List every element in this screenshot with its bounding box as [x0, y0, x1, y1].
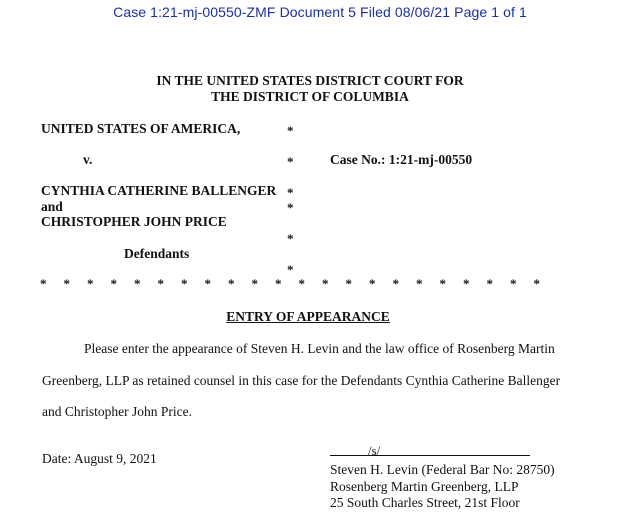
- caption-star: *: [287, 123, 294, 138]
- divider-star: *: [134, 276, 141, 291]
- caption-star: *: [287, 200, 294, 215]
- divider-star: *: [204, 276, 211, 291]
- divider-star: *: [228, 276, 235, 291]
- caption-star: *: [287, 231, 294, 246]
- divider-star: *: [392, 276, 399, 291]
- document-title: ENTRY OF APPEARANCE: [226, 309, 390, 324]
- divider-star: *: [275, 276, 282, 291]
- divider-star: *: [369, 276, 376, 291]
- divider-star: *: [533, 276, 540, 291]
- defendant-1-name: CYNTHIA CATHERINE BALLENGER: [41, 183, 277, 198]
- signature-line: [330, 455, 530, 456]
- divider-star: *: [416, 276, 423, 291]
- divider-star: *: [322, 276, 329, 291]
- caption-star: *: [287, 154, 294, 169]
- court-name-line2: THE DISTRICT OF COLUMBIA: [211, 89, 409, 104]
- divider-star: *: [298, 276, 305, 291]
- caption-star-divider: [40, 276, 540, 292]
- body-paragraph-line3: and Christopher John Price.: [42, 404, 192, 419]
- divider-star: *: [251, 276, 258, 291]
- divider-star: *: [87, 276, 94, 291]
- caption-star: *: [287, 262, 294, 277]
- divider-star: *: [40, 276, 47, 291]
- divider-star: *: [486, 276, 493, 291]
- case-header-stamp: Case 1:21-mj-00550-ZMF Document 5 Filed 08/06/21 Page 1 of 1: [113, 4, 527, 20]
- versus-label: v.: [83, 152, 93, 167]
- plaintiff-name: UNITED STATES OF AMERICA,: [41, 121, 241, 136]
- law-firm-name: Rosenberg Martin Greenberg, LLP: [330, 479, 519, 494]
- defendant-2-name: CHRISTOPHER JOHN PRICE: [41, 214, 227, 229]
- and-label: and: [41, 199, 63, 214]
- divider-star: *: [510, 276, 517, 291]
- signature-mark: /s/: [368, 443, 381, 458]
- body-paragraph-line2: Greenberg, LLP as retained counsel in this case for the Defendants Cynthia Catherine Ballenger: [42, 373, 561, 388]
- divider-star: *: [157, 276, 164, 291]
- divider-star: *: [63, 276, 70, 291]
- divider-star: *: [345, 276, 352, 291]
- caption-star: *: [287, 185, 294, 200]
- divider-star: *: [463, 276, 470, 291]
- attorney-name: Steven H. Levin (Federal Bar No: 28750): [330, 462, 555, 477]
- body-paragraph-line1: Please enter the appearance of Steven H. Levin and the law office of Rosenberg Martin: [84, 341, 555, 356]
- law-firm-address: 25 South Charles Street, 21st Floor: [330, 495, 520, 510]
- divider-star: *: [181, 276, 188, 291]
- filing-date: Date: August 9, 2021: [42, 451, 157, 466]
- case-number: Case No.: 1:21-mj-00550: [330, 152, 473, 167]
- defendants-label: Defendants: [124, 246, 190, 261]
- divider-star: *: [439, 276, 446, 291]
- divider-star: *: [110, 276, 117, 291]
- court-name-line1: IN THE UNITED STATES DISTRICT COURT FOR: [156, 73, 464, 88]
